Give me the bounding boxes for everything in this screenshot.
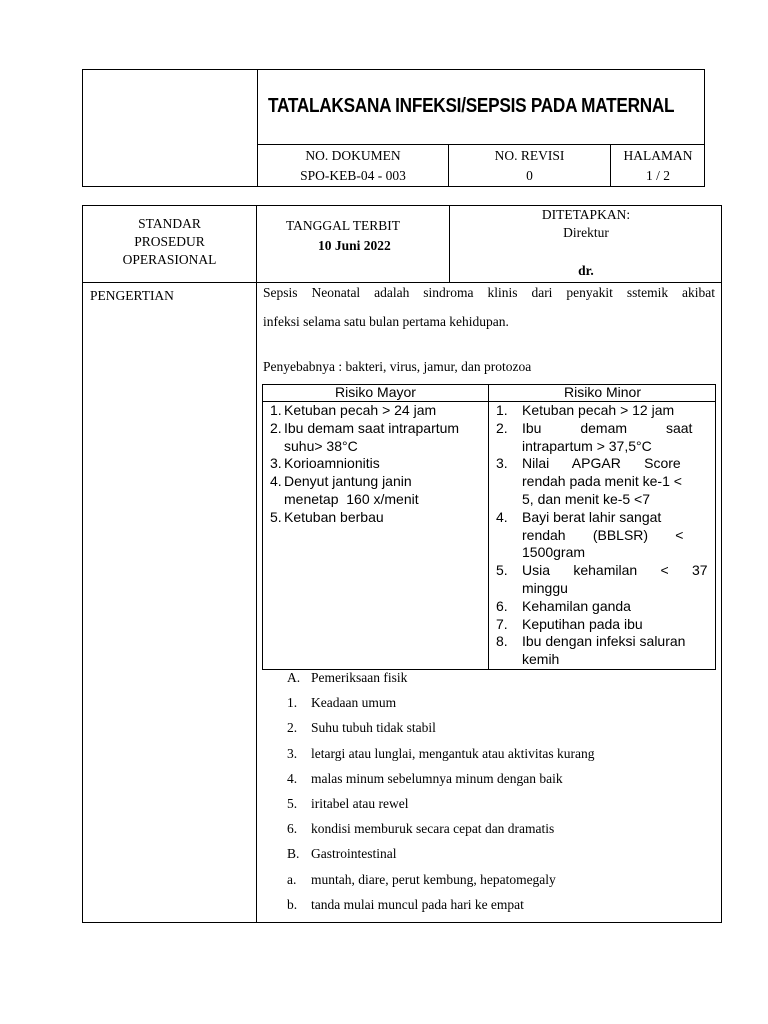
risk-mayor-item [270,509,485,527]
list-item-text: tanda mulai muncul pada hari ke empat [311,896,524,912]
risk-minor-list [496,402,708,669]
pengertian-line: infeksi selama satu bulan pertama kehidupan. [263,314,509,329]
risk-minor-item [496,616,708,634]
risk-mayor-number: 3. [270,455,282,472]
risk-mayor-number: 5. [270,508,282,525]
list-item-label: 1. [287,695,298,711]
risk-mayor-list [270,402,485,527]
risk-minor-text: 5, dan menit ke-5 <7 [522,490,651,507]
risk-minor-item [496,633,708,669]
risk-minor-number: 1. [496,402,508,418]
risk-minor-number: 5. [496,562,508,579]
risk-mayor-number: 2. [270,419,282,436]
list-item-text: letargi atau lunglai, mengantuk atau aktivitas kurang [311,745,595,761]
risk-minor-text: 1500gram [522,544,586,561]
list-item-label: a. [287,871,297,887]
header-row-divider [257,144,705,145]
list-item-label: 5. [287,796,298,811]
pengertian-label: PENGERTIAN [90,288,174,303]
list-item-text: kondisi memburuk secara cepat dan dramatis [311,821,555,837]
risk-mayor-item [270,473,485,509]
list-item-text: Suhu tubuh tidak stabil [311,720,436,736]
risk-minor-text: minggu [522,579,568,596]
list-item-label: 3. [287,745,298,761]
tanggal-cell [286,217,400,255]
penyebab-text: Penyebabnya : bakteri, virus, jamur, dan protozoa [263,359,532,374]
risk-mayor-text: Ketuban pecah > 24 jam [284,402,437,418]
ditetapkan-name: dr. [578,263,594,278]
risk-mayor-text: Korioamnionitis [284,455,380,472]
risk-minor-item [496,509,708,562]
risk-mayor-item [270,420,485,456]
risk-minor-number: 8. [496,633,508,650]
spo-line: OPERASIONAL [122,252,217,267]
list-item-text: Gastrointestinal [311,846,397,862]
spo-line: STANDAR [138,216,201,231]
risk-minor-item [496,598,708,616]
ditetapkan-cell [450,206,722,280]
list-item-label: 6. [287,821,298,837]
halaman-cell [611,147,705,185]
risk-col-divider [488,384,489,670]
halaman-value: 1 / 2 [645,168,670,183]
ditetapkan-role: Direktur [563,225,609,240]
spo-label [83,215,256,269]
tanggal-value: 10 Juni 2022 [318,238,391,253]
risk-minor-item [496,402,708,420]
risk-minor-number: 4. [496,508,508,525]
risk-minor-text: Keputihan pada ibu [522,615,643,632]
list-item-label: A. [287,670,301,685]
risk-minor-number: 2. [496,419,508,436]
risk-minor-item [496,562,708,598]
risk-minor-text: Nilai APGAR Score [522,455,681,472]
risk-mayor-number: 1. [270,402,282,418]
risk-mayor-header: Risiko Mayor [335,384,416,400]
risk-minor-text: Kehamilan ganda [522,597,631,614]
no-dokumen-cell [258,147,448,185]
no-dokumen-value: SPO-KEB-04 - 003 [300,168,406,183]
risk-minor-text: Bayi berat lahir sangat [522,508,662,525]
risk-mayor-item [270,402,485,420]
risk-mayor-number: 4. [270,473,282,490]
risk-minor-text: intrapartum > 37,5°C [522,437,652,454]
halaman-label: HALAMAN [623,148,693,163]
no-revisi-cell [449,147,610,185]
spo-line: PROSEDUR [134,234,205,249]
page-title: TATALAKSANA INFEKSI/SEPSIS PADA MATERNAL [268,95,675,117]
main-col-divider [256,205,257,923]
risk-minor-text: rendah (BBLSR) < [522,526,684,543]
list-item-text: iritabel atau rewel [311,796,409,811]
risk-minor-number: 6. [496,597,508,614]
tanggal-label: TANGGAL TERBIT [286,218,401,233]
risk-minor-text: Ibu dengan infeksi saluran [522,633,686,650]
risk-minor-item [496,420,708,456]
risk-minor-number: 3. [496,455,508,472]
list-item-text: Keadaan umum [311,695,397,711]
risk-minor-text: Ibu demam saat [522,419,693,436]
risk-minor-text: rendah pada menit ke-1 < [522,473,682,490]
risk-minor-number: 7. [496,615,508,632]
pengertian-line: Sepsis Neonatal adalah sindroma klinis dari penyakit sstemik akibat [263,285,715,300]
risk-minor-text: Ketuban pecah > 12 jam [522,402,675,418]
no-revisi-label: NO. REVISI [494,148,565,163]
list-item-text: Pemeriksaan fisik [311,670,408,685]
findings-list [287,669,707,919]
list-item-text: malas minum sebelumnya minum dengan baik [311,770,563,786]
no-revisi-value: 0 [526,168,533,183]
risk-mayor-text: suhu> 38°C [284,437,358,454]
list-item-label: b. [287,896,298,912]
risk-minor-text: Usia kehamilan < 37 [522,562,708,579]
ditetapkan-label: DITETAPKAN: [541,207,631,222]
risk-minor-item [496,455,708,508]
no-dokumen-label: NO. DOKUMEN [305,148,401,163]
list-item-label: 2. [287,720,298,736]
risk-mayor-item [270,455,485,473]
list-item-label: B. [287,846,300,862]
risk-minor-text: kemih [522,651,560,668]
risk-mayor-text: menetap 160 x/menit [284,490,419,507]
risk-mayor-text: Ketuban berbau [284,508,384,525]
risk-mayor-text: Ibu demam saat intrapartum [284,419,460,436]
risk-mayor-text: Denyut jantung janin [284,473,412,490]
risk-minor-header: Risiko Minor [563,384,641,400]
list-item-label: 4. [287,770,298,786]
list-item-text: muntah, diare, perut kembung, hepatomegaly [311,871,556,887]
pengertian-text [263,283,715,332]
